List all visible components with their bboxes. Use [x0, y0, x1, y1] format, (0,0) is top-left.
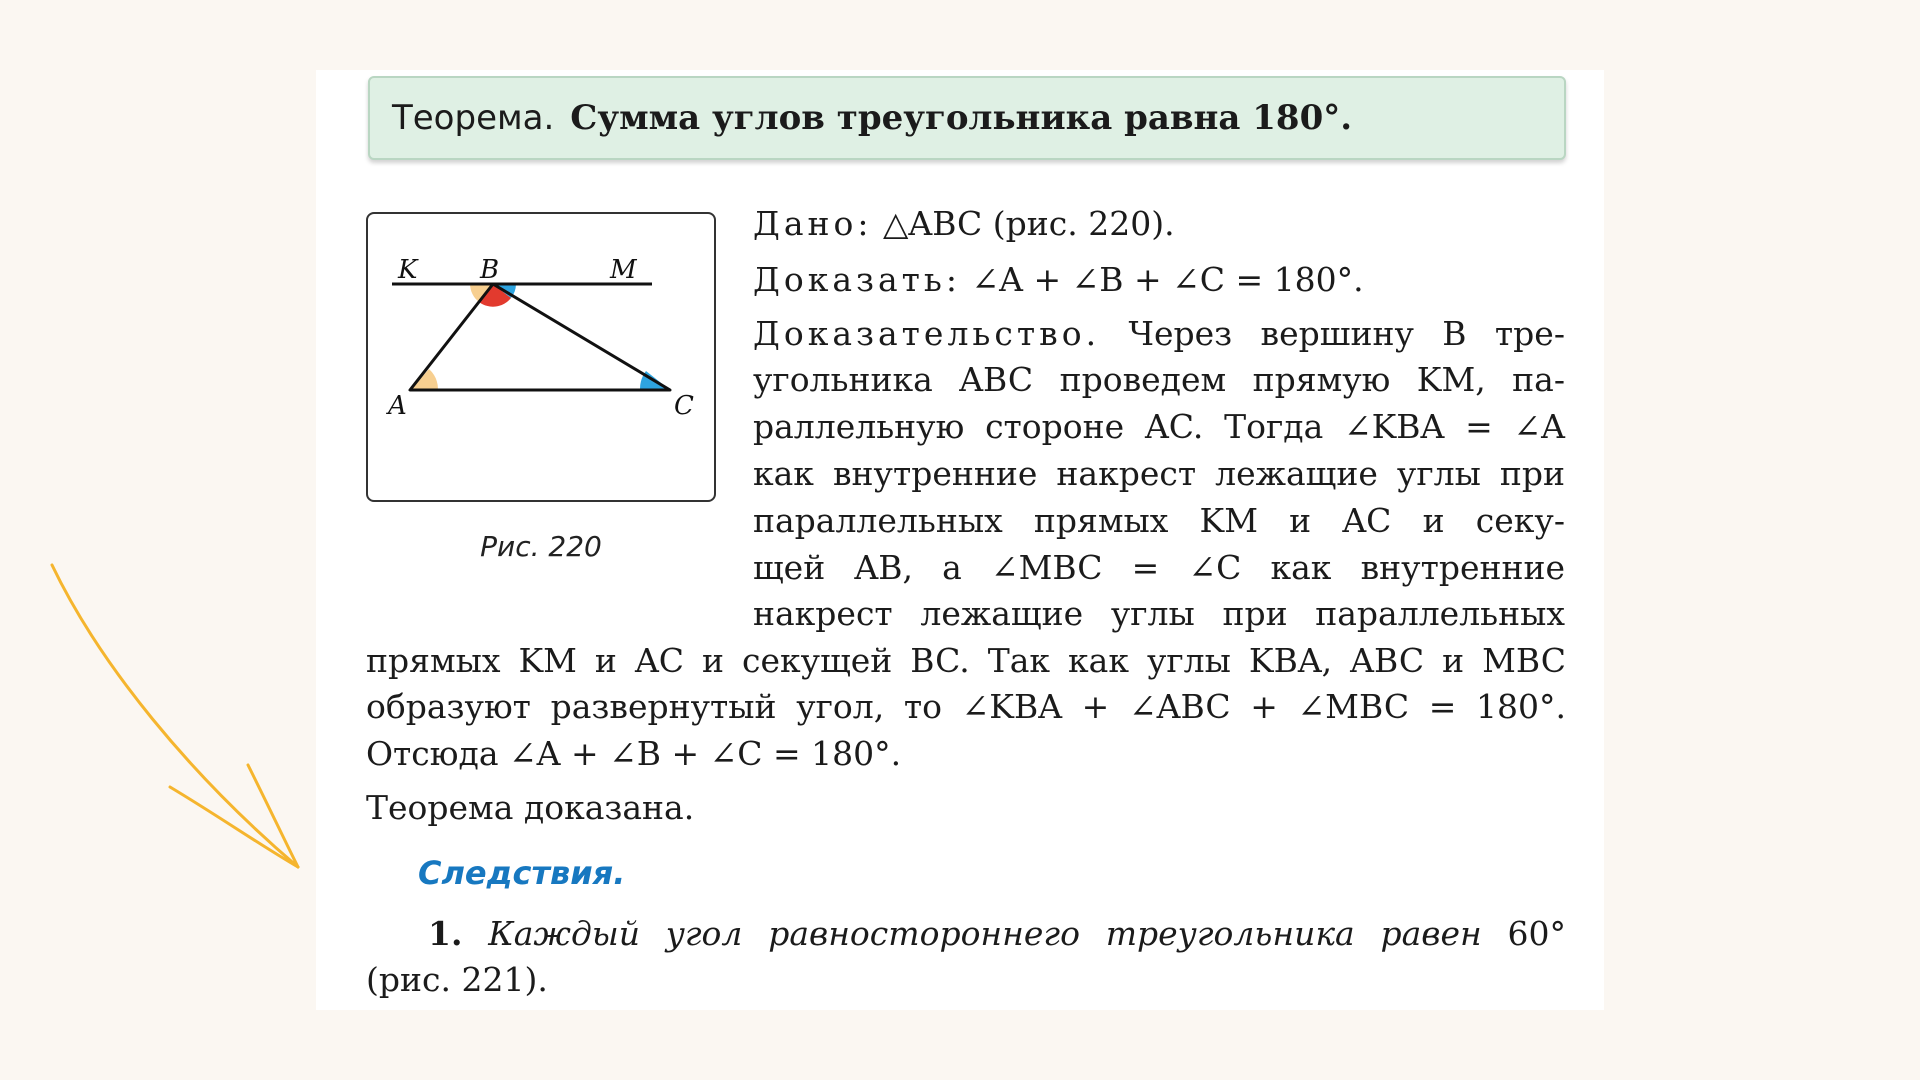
proof-label: Доказательство. [753, 314, 1101, 353]
theorem-label: Теорема. [392, 98, 555, 138]
proof-line-8: прямых KM и AC и секущей BC. Так как углы KBA, ABC и MBC [366, 641, 1566, 680]
theorem-statement: Сумма углов треугольника равна 180°. [570, 98, 1353, 138]
proof-conclusion: Теорема доказана. [366, 788, 695, 827]
given-label: Дано: [753, 204, 873, 243]
consequences-title: Следствия. [418, 854, 626, 892]
proof-line-5: параллельных прямых KM и AC и секу- [753, 501, 1565, 540]
label-k: K [398, 255, 418, 285]
proof-line-4: как внутренние накрест лежащие углы при [753, 454, 1565, 493]
triangle-diagram [368, 214, 714, 500]
proof-line-7: накрест лежащие углы при параллельных [753, 594, 1565, 633]
given-text: △ABC (рис. 220). [882, 204, 1175, 243]
proof-line-10: Отсюда ∠A + ∠B + ∠C = 180°. [366, 734, 902, 773]
figure-220 [366, 212, 716, 502]
theorem-box [368, 76, 1566, 160]
given-line [753, 204, 1565, 244]
consequence-value: 60° [1507, 914, 1567, 953]
textbook-page [316, 70, 1604, 1010]
triangle-abc [410, 284, 670, 390]
proof-line-6: щей AB, а ∠MBC = ∠C как внутренние [753, 548, 1565, 587]
label-b: B [480, 255, 500, 285]
consequence-1-tail: (рис. 221). [366, 960, 548, 999]
label-m: M [610, 255, 637, 285]
consequence-1 [366, 914, 1566, 954]
proof-line-9: образуют развернутый угол, то ∠KBA + ∠ABC + ∠MBC = 180°. [366, 687, 1566, 726]
consequence-text: Каждый угол равностороннего треугольника равен [488, 914, 1482, 953]
proof-line-2: угольника ABC проведем прямую KM, па- [753, 360, 1565, 399]
proof-text-1: Через вершину B тре- [1128, 314, 1565, 353]
prove-text: ∠A + ∠B + ∠C = 180°. [971, 260, 1364, 299]
label-c: C [674, 391, 694, 421]
prove-line [753, 260, 1565, 300]
proof-line-3: раллельную стороне AC. Тогда ∠KBA = ∠A [753, 407, 1565, 446]
figure-caption: Рис. 220 [480, 530, 602, 563]
consequence-number: 1. [428, 914, 463, 953]
decorative-arrow-icon [40, 555, 320, 875]
prove-label: Доказать: [753, 260, 962, 299]
proof-line-1 [753, 314, 1565, 354]
label-a: A [388, 391, 407, 421]
